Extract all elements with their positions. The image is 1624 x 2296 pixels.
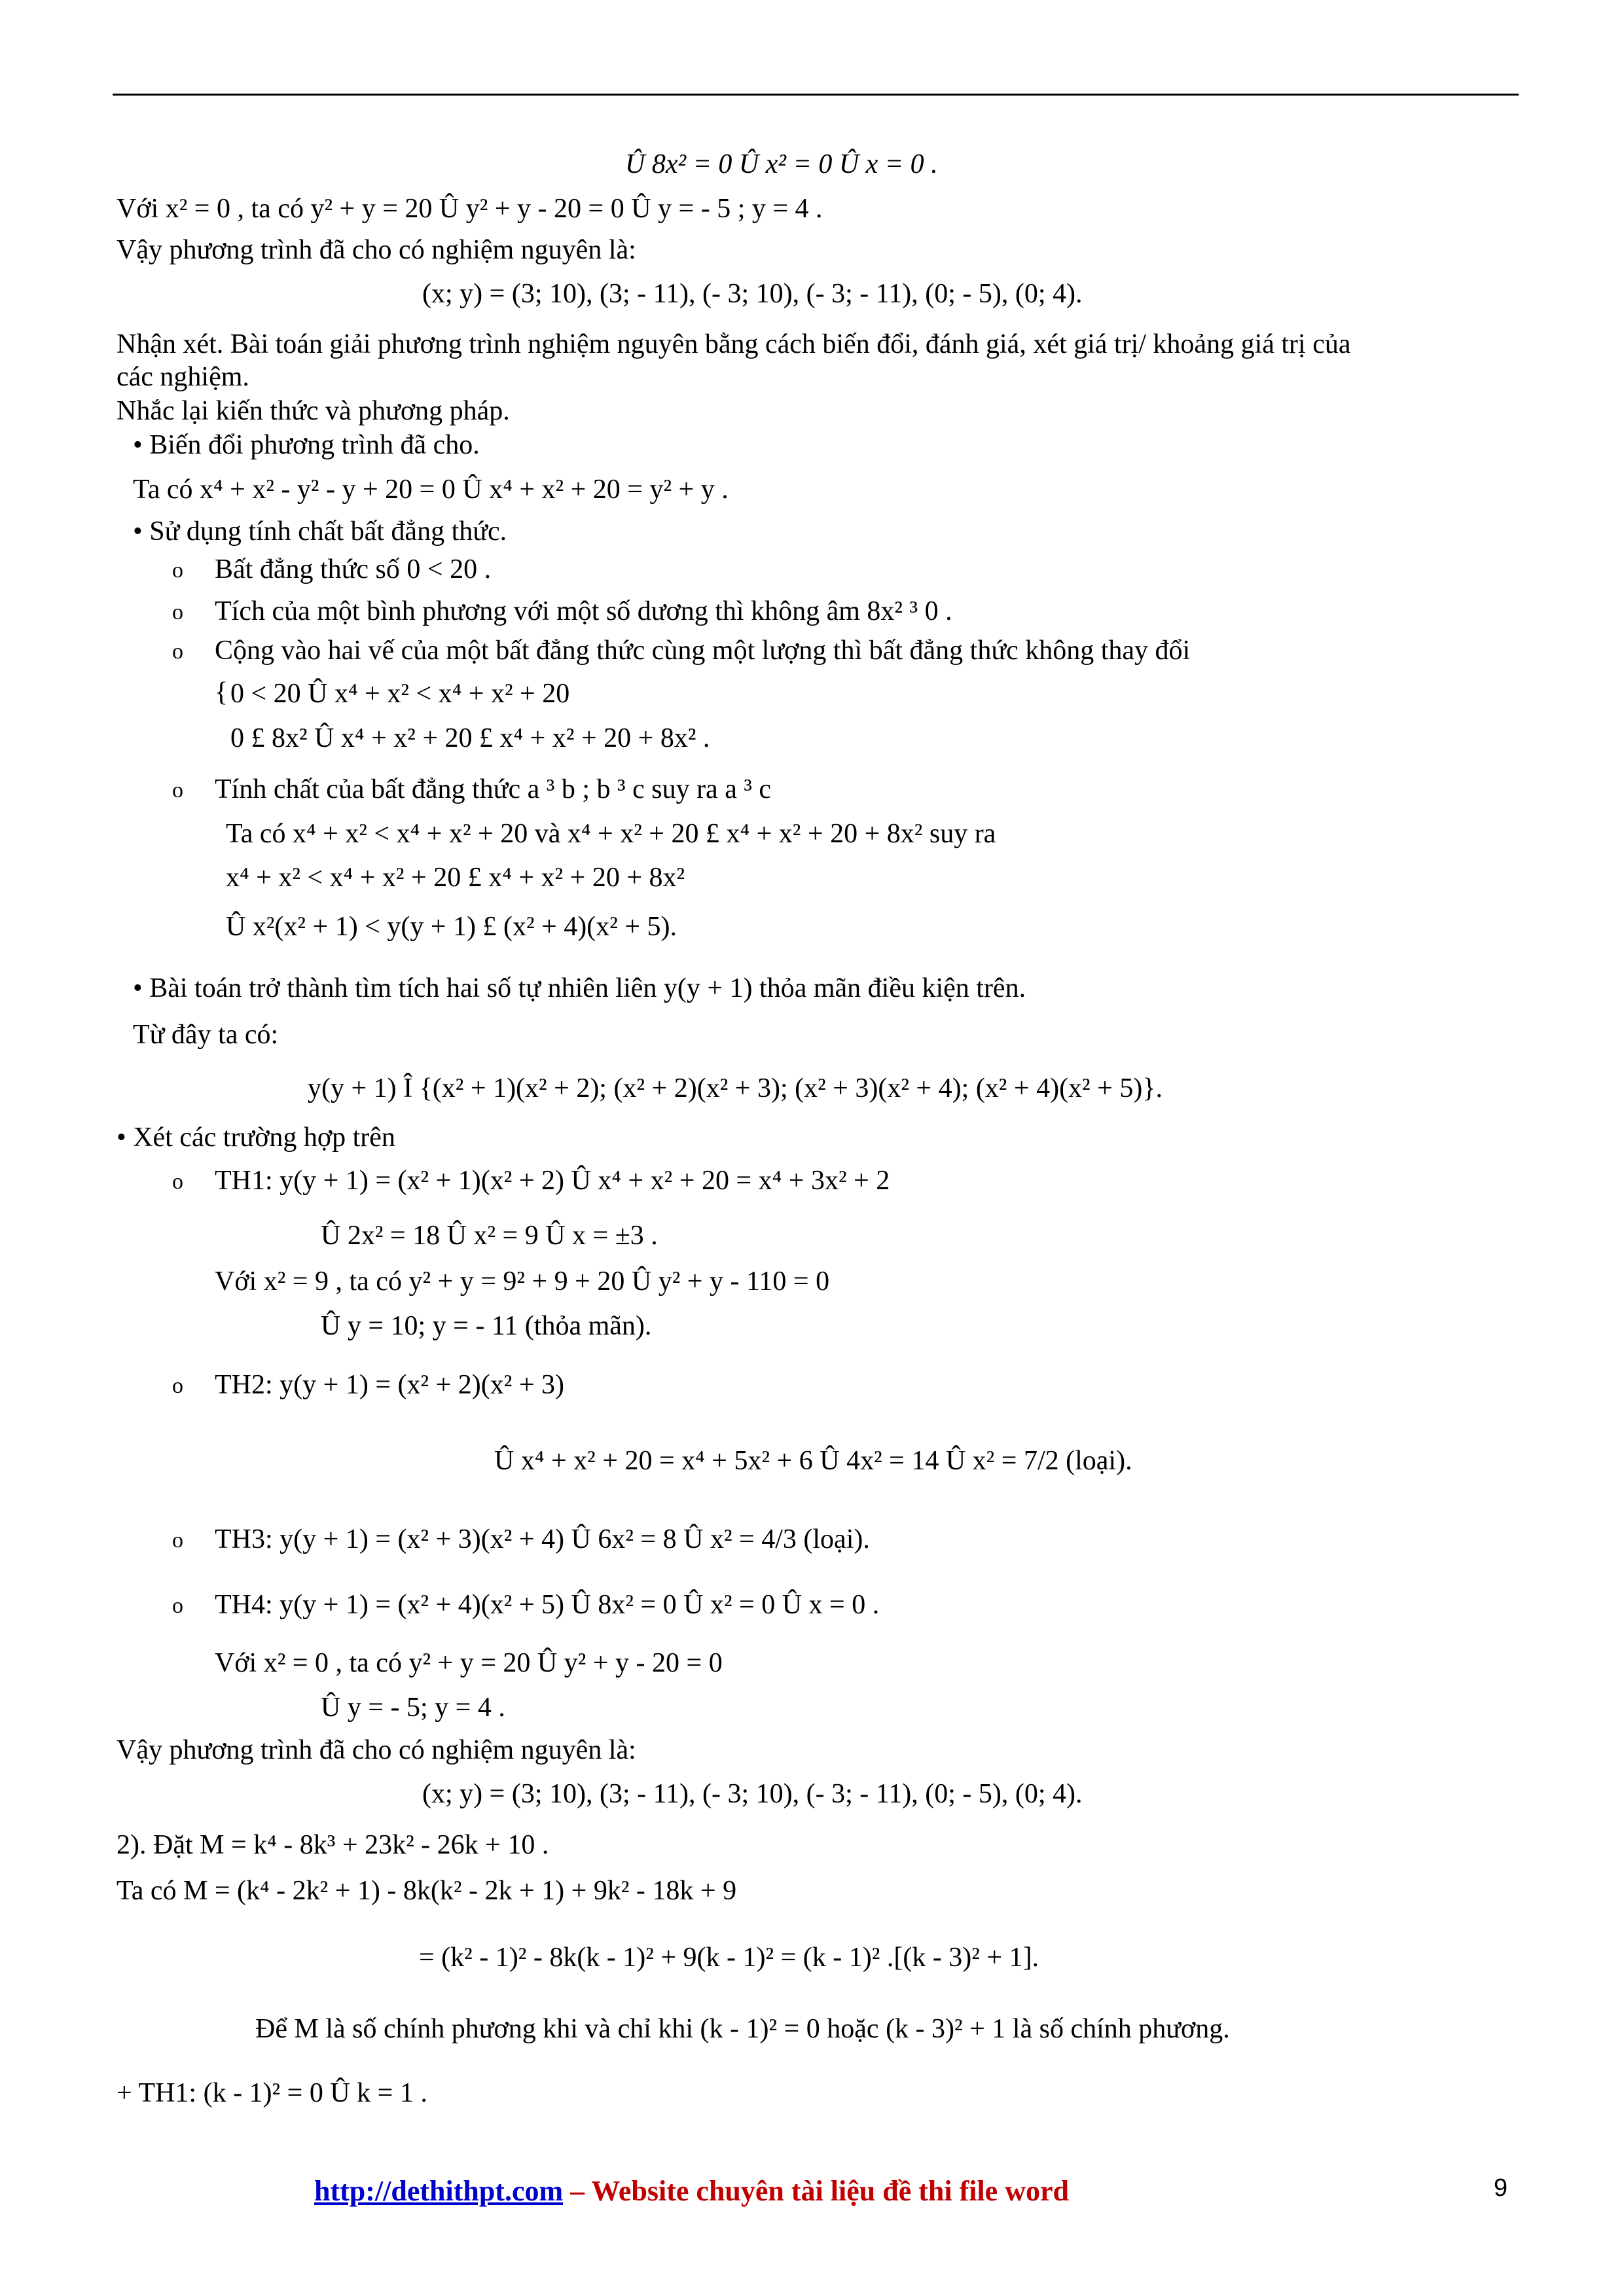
text-line: Nhận xét. Bài toán giải phương trình nghiệm nguyên bằng cách biến đổi, đánh giá, xét giá trị/ khoảng giá trị của: [117, 329, 1351, 359]
text-line: TH4: y(y + 1) = (x² + 4)(x² + 5) Û 8x² = 0 Û x² = 0 Û x = 0 .: [215, 1590, 880, 1620]
text-line: Với x² = 0 , ta có y² + y = 20 Û y² + y - 20 = 0 Û y = - 5 ; y = 4 .: [117, 194, 823, 224]
text-line: • Bài toán trở thành tìm tích hai số tự nhiên liên y(y + 1) thỏa mãn điều kiện trên.: [133, 973, 1026, 1003]
text-line: TH1: y(y + 1) = (x² + 1)(x² + 2) Û x⁴ + x² + 20 = x⁴ + 3x² + 2: [215, 1166, 890, 1196]
bullet-circle: o: [172, 600, 183, 624]
bullet-circle: o: [172, 1374, 183, 1398]
bullet-circle: o: [172, 778, 183, 802]
text-line: Û x⁴ + x² + 20 = x⁴ + 5x² + 6 Û 4x² = 14 Û x² = 7/2 (loại).: [494, 1446, 1132, 1476]
bullet-circle: o: [172, 639, 183, 664]
text-line: Từ đây ta có:: [133, 1020, 279, 1050]
text-line: 0 < 20 Û x⁴ + x² < x⁴ + x² + 20: [230, 679, 570, 709]
text-line: Û x²(x² + 1) < y(y + 1) £ (x² + 4)(x² + 5).: [226, 912, 677, 942]
text-line: Û y = 10; y = - 11 (thỏa mãn).: [321, 1311, 652, 1341]
text-line: Với x² = 9 , ta có y² + y = 9² + 9 + 20 Û y² + y - 110 = 0: [215, 1266, 830, 1297]
footer-tagline: – Website chuyên tài liệu đề thi file word: [563, 2175, 1069, 2207]
text-line: TH3: y(y + 1) = (x² + 3)(x² + 4) Û 6x² = 8 Û x² = 4/3 (loại).: [215, 1524, 870, 1554]
text-line: Tích của một bình phương với một số dương thì không âm 8x² ³ 0 .: [215, 596, 952, 626]
text-line: (x; y) = (3; 10), (3; - 11), (- 3; 10), (- 3; - 11), (0; - 5), (0; 4).: [422, 1779, 1083, 1809]
text-line: Vậy phương trình đã cho có nghiệm nguyên là:: [117, 1735, 636, 1765]
bullet-circle: o: [172, 1594, 183, 1618]
left-brace-icon: {: [215, 677, 228, 708]
text-line: Ta có x⁴ + x² < x⁴ + x² + 20 và x⁴ + x² + 20 £ x⁴ + x² + 20 + 8x² suy ra: [226, 819, 996, 849]
text-line: Vậy phương trình đã cho có nghiệm nguyên là:: [117, 235, 636, 265]
text-line: các nghiệm.: [117, 362, 249, 392]
text-line: Tính chất của bất đẳng thức a ³ b ; b ³ c suy ra a ³ c: [215, 774, 772, 804]
text-line: Nhắc lại kiến thức và phương pháp.: [117, 396, 510, 426]
header-rule: [113, 94, 1519, 96]
text-line: Để M là số chính phương khi và chỉ khi (k - 1)² = 0 hoặc (k - 3)² + 1 là số chính phương.: [255, 2014, 1230, 2044]
text-line: 2). Đặt M = k⁴ - 8k³ + 23k² - 26k + 10 .: [117, 1830, 549, 1860]
text-line: Û y = - 5; y = 4 .: [321, 1693, 505, 1723]
text-line: (x; y) = (3; 10), (3; - 11), (- 3; 10), (- 3; - 11), (0; - 5), (0; 4).: [422, 279, 1083, 309]
bullet-circle: o: [172, 1528, 183, 1552]
text-line: • Sử dụng tính chất bất đẳng thức.: [133, 516, 507, 547]
bullet-circle: o: [172, 1170, 183, 1194]
text-line: Bất đẳng thức số 0 < 20 .: [215, 554, 492, 584]
text-line: • Biến đổi phương trình đã cho.: [133, 430, 480, 460]
text-line: TH2: y(y + 1) = (x² + 2)(x² + 3): [215, 1370, 565, 1400]
text-line: • Xét các trường hợp trên: [117, 1122, 395, 1153]
text-line: x⁴ + x² < x⁴ + x² + 20 £ x⁴ + x² + 20 + 8x²: [226, 863, 685, 893]
text-line: Với x² = 0 , ta có y² + y = 20 Û y² + y - 20 = 0: [215, 1648, 723, 1678]
text-line: Û 2x² = 18 Û x² = 9 Û x = ±3 .: [321, 1221, 658, 1251]
text-line: Cộng vào hai vế của một bất đẳng thức cùng một lượng thì bất đẳng thức không thay đổi: [215, 636, 1191, 666]
page-number: 9: [1494, 2174, 1508, 2202]
footer: [314, 2173, 1069, 2210]
text-line: 0 £ 8x² Û x⁴ + x² + 20 £ x⁴ + x² + 20 + 8x² .: [230, 723, 710, 753]
text-line: Ta có x⁴ + x² - y² - y + 20 = 0 Û x⁴ + x² + 20 = y² + y .: [133, 475, 729, 505]
text-line: y(y + 1) Î {(x² + 1)(x² + 2); (x² + 2)(x² + 3); (x² + 3)(x² + 4); (x² + 4)(x² + 5)}.: [308, 1073, 1163, 1103]
bullet-circle: o: [172, 558, 183, 583]
text-line: Û 8x² = 0 Û x² = 0 Û x = 0 .: [625, 149, 938, 179]
text-line: Ta có M = (k⁴ - 2k² + 1) - 8k(k² - 2k + 1) + 9k² - 18k + 9: [117, 1876, 737, 1906]
footer-link[interactable]: http://dethithpt.com: [314, 2175, 564, 2207]
text-line: + TH1: (k - 1)² = 0 Û k = 1 .: [117, 2078, 427, 2108]
text-line: = (k² - 1)² - 8k(k - 1)² + 9(k - 1)² = (k - 1)² .[(k - 3)² + 1].: [419, 1943, 1039, 1973]
